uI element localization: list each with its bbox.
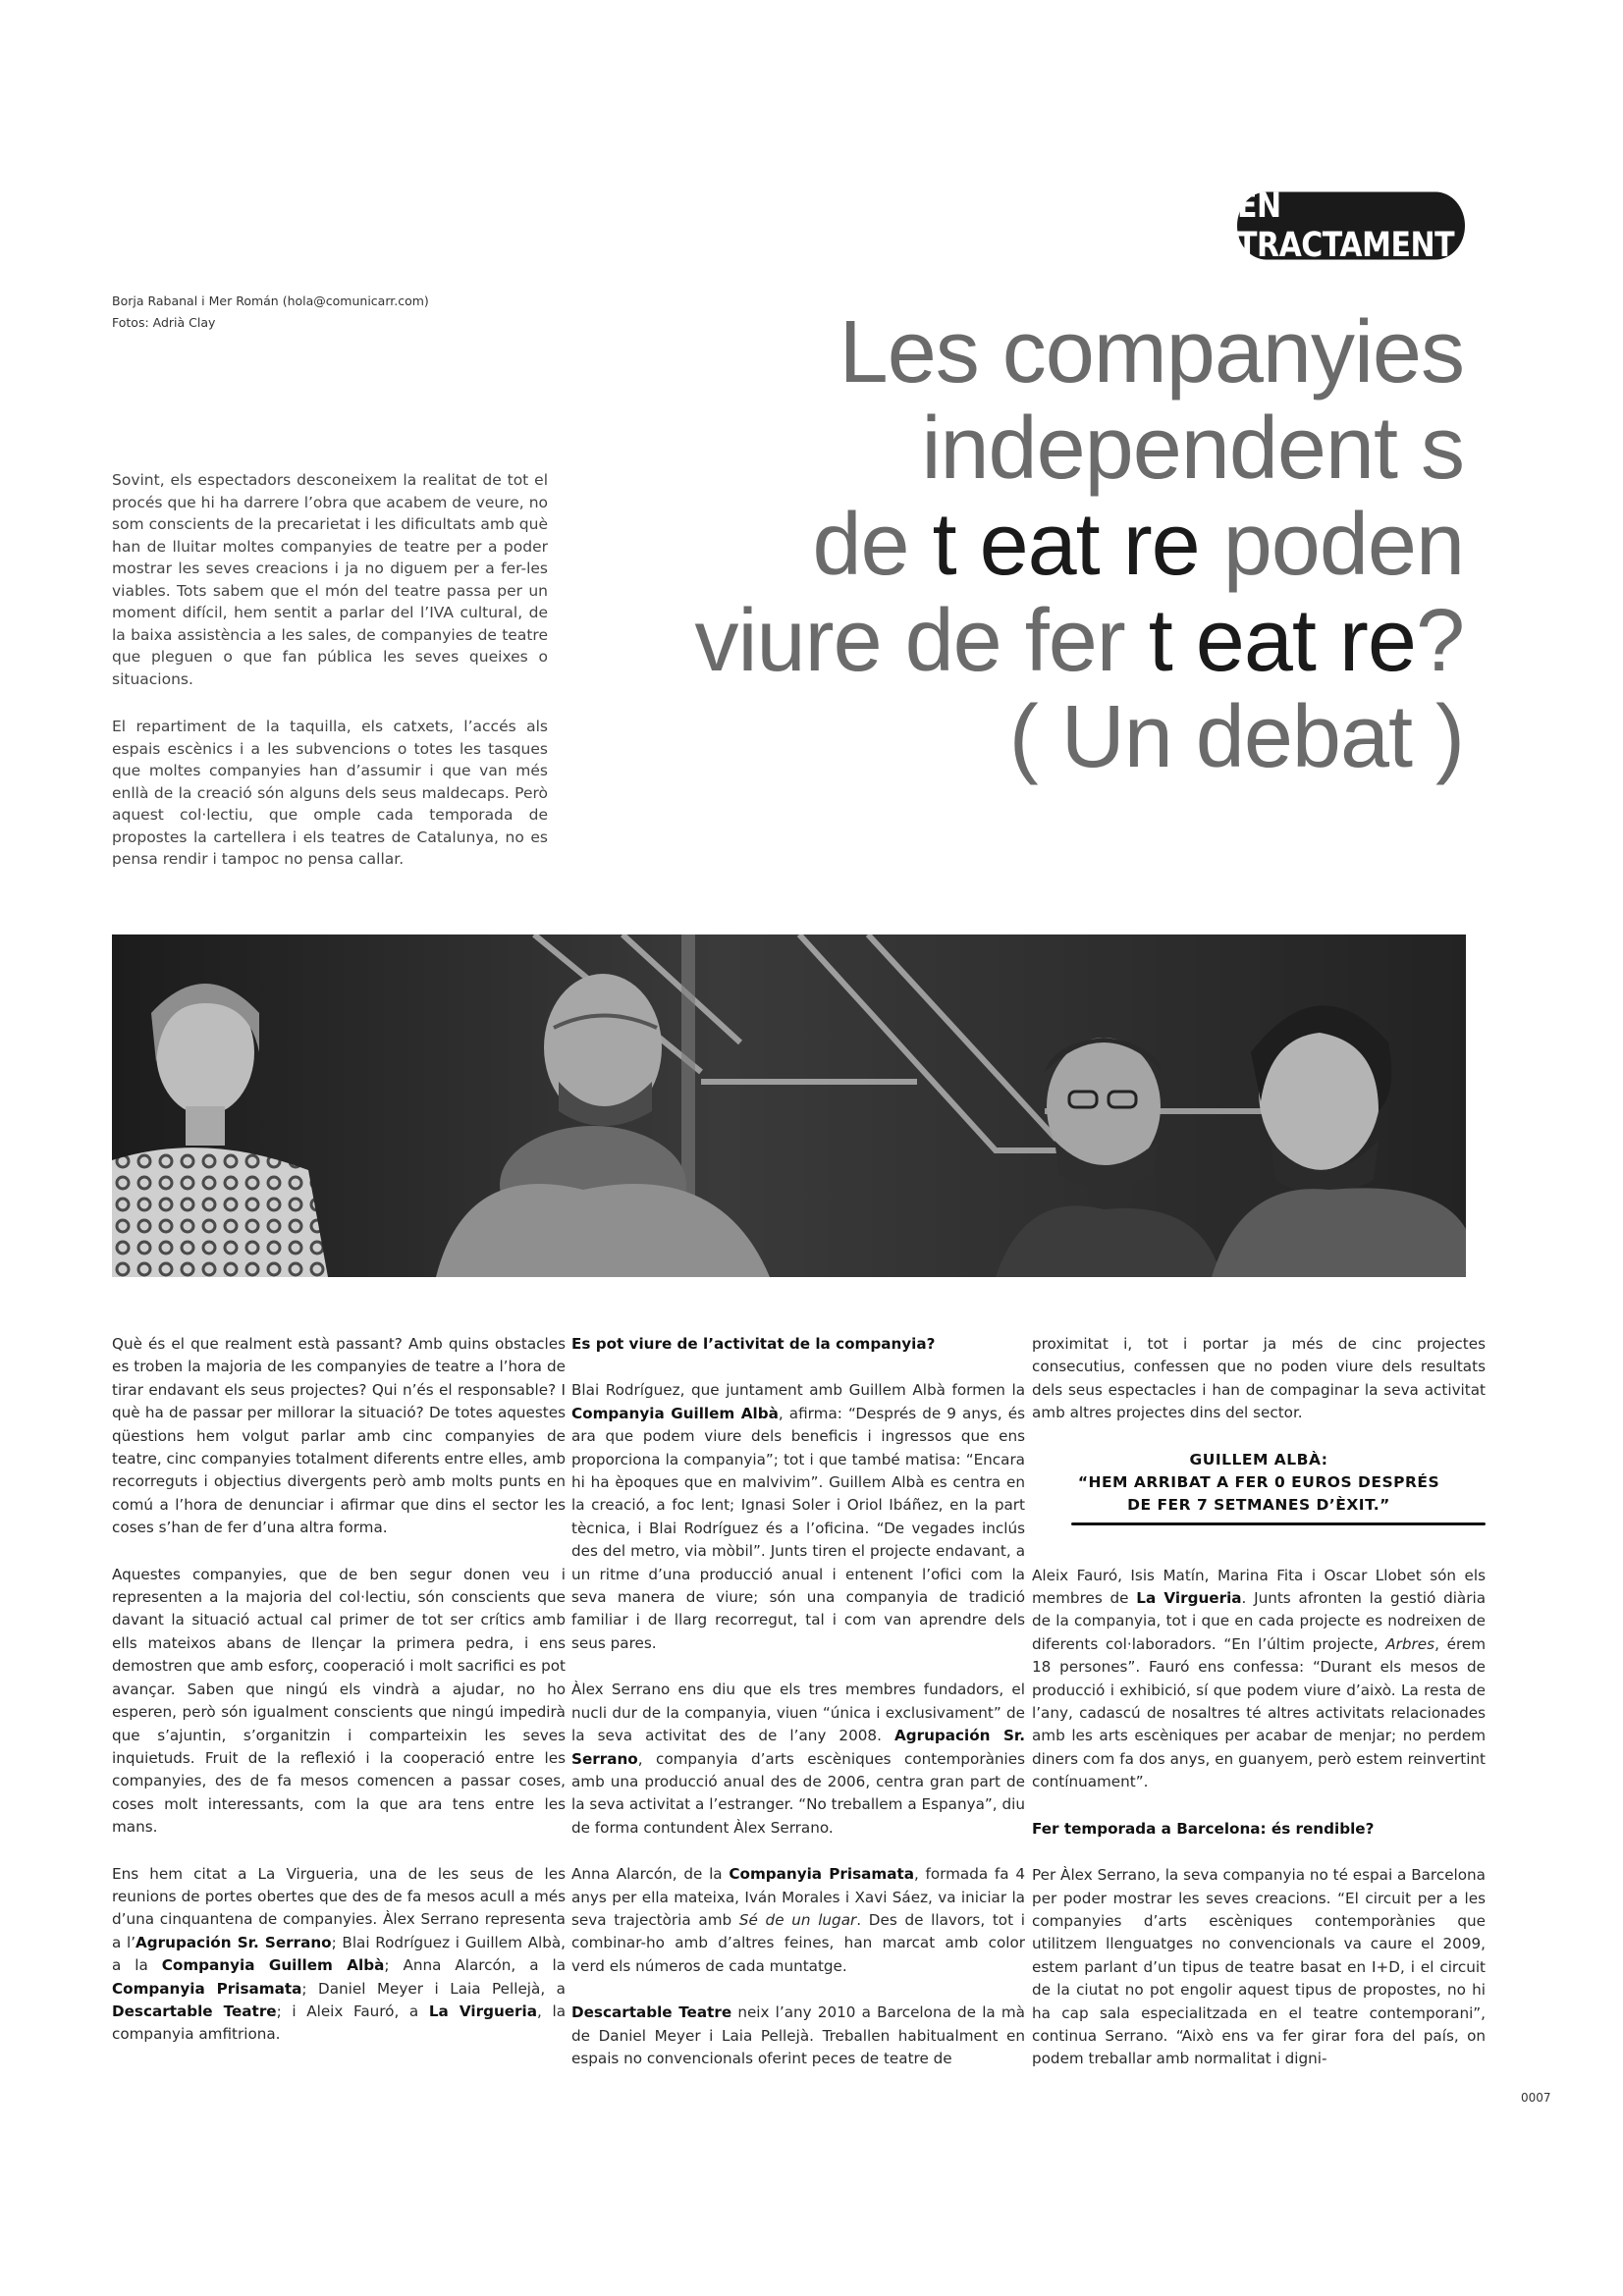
- company-name: Agrupación Sr. Serrano: [135, 1933, 332, 1951]
- pull-quote-line: “HEM ARRIBAT A FER 0 EUROS DESPRÉS: [1077, 1472, 1440, 1491]
- company-name: Companyia Guillem Albà: [161, 1956, 385, 1975]
- credits-photos: Fotos: Adrià Clay: [112, 315, 216, 330]
- work-title: Arbres: [1385, 1634, 1435, 1653]
- body-paragraph: [571, 1679, 1025, 1840]
- body-column-1: [112, 1333, 566, 2070]
- credits: [112, 291, 429, 334]
- text: ; Daniel Meyer i Laia Pellejà, a: [301, 1979, 566, 1998]
- company-name: Companyia Prisamata: [112, 1979, 302, 1998]
- title-line-1: Les companyies: [839, 303, 1464, 401]
- company-name: Companyia Guillem Albà: [571, 1404, 779, 1422]
- section-heading: Fer temporada a Barcelona: és rendible?: [1032, 1819, 1375, 1838]
- pull-quote-rule: [1071, 1522, 1486, 1525]
- company-name: La Virgueria: [1136, 1589, 1242, 1608]
- text: Blai Rodríguez, que juntament amb Guillem Albà formen la: [571, 1381, 1025, 1400]
- company-name: La Virgueria: [428, 2002, 538, 2020]
- body-paragraph: [1032, 1565, 1486, 1794]
- title-line-5: ( Un debat ): [1008, 688, 1464, 786]
- title-text: de: [812, 496, 933, 594]
- title-line-3: [580, 497, 1464, 593]
- body-paragraph: proximitat i, tot i portar ja més de cinc projectes consecutius, confessen que no poden viure dels resultats dels seus espectacles i han de compaginar la seva activitat amb altres projectes dins del sector.: [1032, 1335, 1486, 1422]
- text: Aleix Fauró, Isis Matín, Marina Fita i Oscar Llobet són els membres de: [1032, 1566, 1486, 1608]
- credits-authors: Borja Rabanal i Mer Román (hola@comunicarr.com): [112, 294, 429, 308]
- text: . Junts afronten la gestió diària de la companyia, tot i que en cada projecte es nodreixen de diferents col·laboradors. “En l’últim projecte,: [1032, 1589, 1487, 1653]
- text: Ens hem citat a La Virgueria, una de les seus de les reunions de portes obertes que des de fa mesos acull a més d’una cinquantena de companyies. Àlex Serrano representa a l’: [112, 1864, 566, 1951]
- text: , la companyia amfitriona.: [112, 2002, 567, 2044]
- body-paragraph: Aquestes companyies, que de ben segur donen veu i representen a la majoria del col·lectiu, són conscients que davant la situació actual cal primer de tot ser crítics amb ells mateixos abans de llençar la primera pedra, i ens demostren que amb esforç, cooperació i molt sacrifici es pot avançar. Saben que ningú els vindrà a ajudar, no ho esperen, però són igualment conscients que ningú impedirà que s’ajuntin, s’organitzin i comparteixin les seves inquietuds. Fruit de la reflexió i la cooperació entre les companyies, des de fa mesos comencen a passar coses, coses molt interessants, com la que ara tens entre les mans.: [112, 1565, 566, 1837]
- article-title: [580, 304, 1464, 785]
- text: ; Anna Alarcón, a la: [384, 1956, 566, 1975]
- company-name: Descartable Teatre: [571, 2003, 732, 2022]
- title-text: viure de fer: [694, 592, 1149, 690]
- title-text: ?: [1415, 592, 1464, 690]
- body-column-3: [1032, 1333, 1486, 2095]
- body-column-2: [571, 1333, 1025, 2094]
- company-name: Agrupación Sr. Serrano: [571, 1727, 1025, 1768]
- text: , érem 18 persones”. Fauró ens confessa: “Durant els mesos de producció i exhibició, sí que podem viure d’això. La resta de l’any, cadascú de nosaltres té altres activitats relacionades amb les arts escèniques per acabar de menjar; no perdem diners com fa dos anys, en guanyem, però estem reinvertint contínuament”.: [1032, 1634, 1486, 1791]
- body-paragraph: [571, 2002, 1025, 2070]
- intro-paragraph: El repartiment de la taquilla, els catxets, l’accés als espais escènics i a les subvencions o totes les tasques que moltes companyies han d’assumir i que van més enllà de la creació són alguns dels seus maldecaps. Però aquest col·lectiu, que omple cada temporada de propostes la cartellera i els teatres de Catalunya, no es pensa rendir i tampoc no pensa callar.: [112, 718, 548, 868]
- intro-text: [112, 469, 548, 896]
- title-emphasis: t eat re: [932, 496, 1200, 594]
- title-text: poden: [1199, 496, 1464, 594]
- title-line-2: independent s: [921, 400, 1464, 498]
- intro-paragraph: Sovint, els espectadors desconeixem la realitat de tot el procés que hi ha darrere l’obra que acabem de veure, no som conscients de la precarietat i les dificultats amb què han de lluitar moltes companyies de teatre per a poder mostrar les seves creacions i ja no diguem per a fer-les viables. Tots sabem que el món del teatre passa per un moment difícil, hem sentit a parlar del l’IVA cultural, de la baixa assistència a les sales, de companyies de teatre que pleguen o que fan pública les seves queixes o situacions.: [112, 471, 548, 688]
- text: , afirma: “Després de 9 anys, és ara que podem viure dels beneficis i ingressos que ens proporciona la companyia”; tot i que també matisa: “Encara hi ha èpoques que en malvivim”. Guillem Albà es centra en la creació, a foc lent; Ignasi Soler i Oriol Ibáñez, en la part tècnica, i Blai Rodríguez és a l’oficina. “De vegades inclús des del metro, via mòbil”. Junts tiren el projecte endavant, a un ritme d’una producció anual i entenent l’ofici com la seva manera de viure; són una companyia de tradició familiar i de llarg recorregut, tal i com van aprendre dels seus pares.: [571, 1404, 1025, 1652]
- body-paragraph: [571, 1379, 1025, 1655]
- body-paragraph: [112, 1863, 566, 2047]
- text: , companyia d’arts escèniques contemporànies amb una producció anual des de 2006, centra gran part de la seva activitat a l’estranger. “No treballem a Espanya”, diu de forma contundent Àlex Serrano.: [571, 1749, 1025, 1837]
- company-name: Descartable Teatre: [112, 2002, 277, 2020]
- text: ; i Aleix Fauró, a: [276, 2002, 429, 2020]
- pull-quote-line: DE FER 7 SETMANES D’ÈXIT.”: [1127, 1495, 1390, 1514]
- title-line-4: [580, 593, 1464, 689]
- company-name: Companyia Prisamata: [729, 1865, 914, 1884]
- text: ; Blai Rodríguez i Guillem Albà, a la: [112, 1933, 566, 1975]
- page-number: 0007: [1521, 2091, 1551, 2105]
- work-title: Sé de un lugar: [738, 1910, 857, 1929]
- text: , formada fa 4 anys per ella mateixa, Iván Morales i Xavi Sáez, va iniciar la seva trajectòria amb: [571, 1865, 1025, 1929]
- pull-quote-line: GUILLEM ALBÀ:: [1189, 1450, 1328, 1468]
- section-badge: EN TRACTAMENT: [1237, 192, 1465, 260]
- text: . Des de llavors, tot i combinar-ho amb d’altres feines, han marcat amb color verd els números de cada muntatge.: [571, 1910, 1025, 1975]
- text: neix l’any 2010 a Barcelona de la mà de Daniel Meyer i Laia Pellejà. Treballen habitualment en espais no convencionals oferint peces de teatre de: [571, 2003, 1025, 2067]
- title-emphasis: t eat re: [1148, 592, 1416, 690]
- body-paragraph: Per Àlex Serrano, la seva companyia no té espai a Barcelona per poder mostrar les seves creacions. “El circuit per a les companyies d’arts escèniques contemporànies que utilitzem llenguatges no convencionals va caure el 2009, estem parlant d’un tipus de teatre basat en I+D, i el circuit de la ciutat no pot engolir aquest tipus de propostes, no hi ha cap sala especialitzada en el teatre contemporani”, continua Serrano. “Això ens va fer girar fora del país, on podem treballar amb normalitat i digni-: [1032, 1866, 1486, 2068]
- section-heading: Es pot viure de l’activitat de la companyia?: [571, 1335, 936, 1353]
- text: Anna Alarcón, de la: [571, 1865, 730, 1884]
- body-paragraph: Què és el que realment està passant? Amb quins obstacles es troben la majoria de les companyies de teatre a l’hora de tirar endavant els seus projectes? Qui n’és el responsable? I què ha de passar per millorar la situació? De totes aquestes qüestions hem volgut parlar amb cinc companyies de teatre, cinc companyies totalment diferents entre elles, amb recorreguts i objectius divergents però amb molts punts en comú a l’hora de denunciar i afirmar que dins el sector les coses s’han de fer d’una altra forma.: [112, 1335, 566, 1537]
- body-paragraph: [571, 1863, 1025, 1978]
- text: Àlex Serrano ens diu que els tres membres fundadors, el nucli dur de la companyia, viuen “única i exclusivament” de la seva activitat des de l’any 2008.: [571, 1681, 1025, 1745]
- pull-quote: [1032, 1449, 1486, 1525]
- debate-photo: [112, 934, 1466, 1277]
